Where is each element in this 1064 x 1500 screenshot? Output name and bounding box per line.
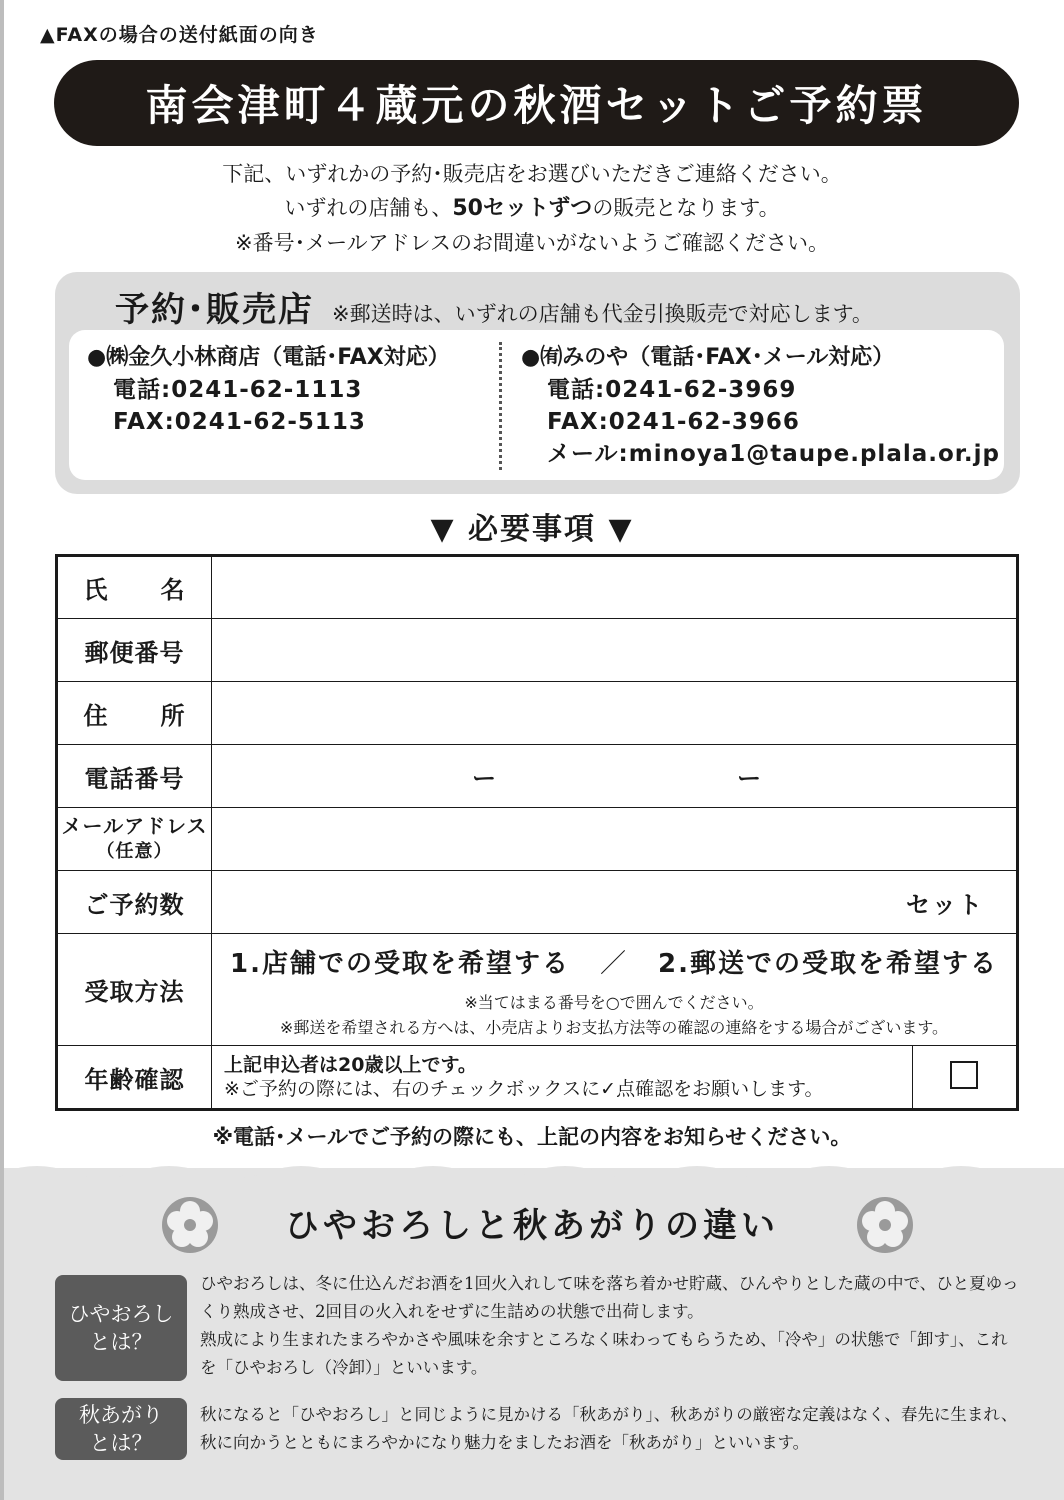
email-field[interactable] (212, 808, 1018, 871)
set-count-field[interactable] (212, 871, 1018, 934)
wave-divider (4, 1160, 1064, 1184)
age-label: 年齢確認 (57, 1046, 212, 1110)
store-phone[interactable]: 電話:0241-62-3969 (547, 377, 797, 403)
akiagari-label-box: 秋あがり とは？ (55, 1398, 187, 1460)
age-confirmation-text: 上記申込者は20歳以上です。 ※ご予約の際には、右のチェックボックスに✓点確認をお願いします。 (224, 1054, 824, 1100)
set-unit-label: セット (906, 890, 984, 919)
store-name: ●㈲みのや（電話･FAX･メール対応） (521, 345, 895, 370)
method-option-store[interactable]: 1.店舗での受取を希望する (230, 949, 570, 979)
form-row-email (57, 808, 1018, 871)
store-phone[interactable]: 電話:0241-62-1113 (113, 377, 363, 403)
store-email[interactable]: メール:minoya1@taupe.plala.or.jp (547, 441, 1000, 467)
store-kaneku (87, 342, 450, 438)
hiyaoroshi-label-box: ひやおろし とは？ (55, 1275, 187, 1381)
form-row-address (57, 682, 1018, 745)
address-label: 住 所 (57, 682, 212, 745)
page-title: 南会津町４蔵元の秋酒セットご予約票 (54, 60, 1019, 146)
intro-text (0, 157, 1064, 260)
postal-code-field[interactable] (212, 619, 1018, 682)
stores-panel (55, 272, 1020, 494)
fax-orientation-note: ▲FAXの場合の送付紙面の向き (40, 24, 319, 46)
form-row-count (57, 871, 1018, 934)
method-option-mail[interactable]: 2.郵送での受取を希望する (658, 949, 998, 979)
email-label: メールアドレス （任意） (57, 808, 212, 871)
receive-method-field: 1.店舗での受取を希望する ／ 2.郵送での受取を希望する ※当てはまる番号を○で囲んでください。 ※郵送を希望される方へは、小売店よりお支払方法等の確認の連絡をする場合がございます。 (212, 934, 1018, 1046)
store-fax: FAX:0241-62-3966 (547, 409, 800, 435)
phone-mail-note: ※電話･メールでご予約の際にも、上記の内容をお知らせください。 (212, 1125, 852, 1149)
stores-note: ※郵送時は、いずれの店舗も代金引換販売で対応します。 (332, 302, 873, 326)
form-row-age (57, 1046, 1018, 1110)
stores-list (69, 330, 1004, 480)
phone-label: 電話番号 (57, 745, 212, 808)
method-note-mail: ※郵送を希望される方へは、小売店よりお支払方法等の確認の連絡をする場合がございます。 (279, 1018, 949, 1037)
age-confirm-checkbox[interactable] (950, 1061, 978, 1089)
intro-line-1: 下記、いずれかの予約･販売店をお選びいただきご連絡ください。 (222, 162, 842, 186)
phone-dash: ー (737, 764, 761, 793)
postal-label: 郵便番号 (57, 619, 212, 682)
address-field[interactable] (212, 682, 1018, 745)
form-row-phone (57, 745, 1018, 808)
intro-bold-text: 50セットずつ (452, 196, 593, 221)
store-name: ●㈱金久小林商店（電話･FAX対応） (87, 345, 450, 370)
reservation-form (55, 554, 1019, 1111)
phone-field[interactable] (212, 745, 1018, 808)
store-fax: FAX:0241-62-5113 (113, 409, 366, 435)
difference-title: ひやおろしと秋あがりの違い (285, 1206, 779, 1246)
name-field[interactable] (212, 556, 1018, 619)
method-label: 受取方法 (57, 934, 212, 1046)
count-label: ご予約数 (57, 871, 212, 934)
required-heading: ▼ 必要事項 ▼ (430, 512, 634, 547)
hiyaoroshi-description: ひやおろしは、冬に仕込んだお酒を1回火入れして味を落ち着かせ貯蔵、ひんやりとした蔵の中で、ひと夏ゆっくり熟成させ、2回目の火入れをせずに生詰めの状態で出荷します。 熟成により生まれたまろやかさや風味を余すところなく味わってもらうため、「冷や」の状態で「卸す」、これを「ひやおろし（冷卸）」といいます。 (200, 1274, 1019, 1377)
method-note-circle: ※当てはまる番号を○で囲んでください。 (464, 993, 764, 1012)
store-divider (499, 342, 502, 470)
form-row-name (57, 556, 1018, 619)
store-minoya (521, 342, 1000, 470)
name-label: 氏 名 (57, 556, 212, 619)
stores-heading: 予約･販売店 (115, 290, 314, 330)
intro-line-2: いずれの店舗も、50セットずつの販売となります。 (284, 196, 780, 221)
akiagari-description: 秋になると「ひやおろし」と同じように見かける「秋あがり」、秋あがりの厳密な定義はなく、春先に生まれ、秋に向かうとともにまろやかになり魅力をましたお酒を「秋あがり」といいます。 (200, 1405, 1018, 1452)
phone-dash: ー (472, 764, 496, 793)
intro-line-3: ※番号･メールアドレスのお間違いがないようご確認ください。 (234, 231, 830, 255)
form-row-method (57, 934, 1018, 1046)
form-row-postal (57, 619, 1018, 682)
